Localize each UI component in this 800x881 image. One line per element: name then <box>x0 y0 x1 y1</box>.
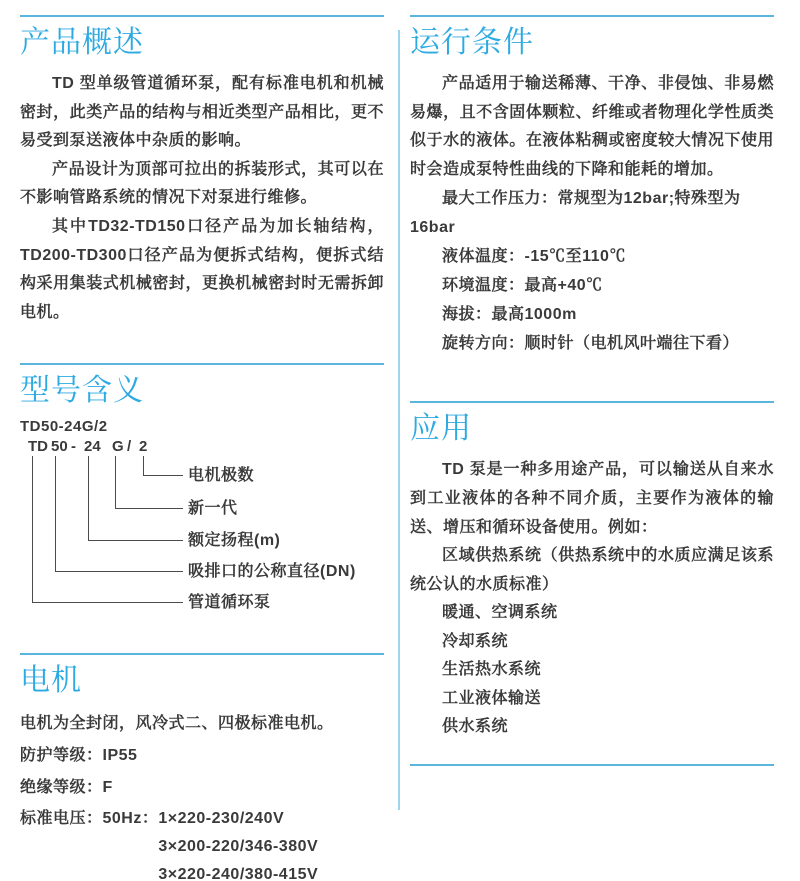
model-token-50: 50 <box>51 438 68 456</box>
section-rule <box>410 764 774 766</box>
section-rule <box>20 15 384 17</box>
motor-voltage-values <box>158 805 318 881</box>
application-item-hot-water: 生活热水系统 <box>442 661 542 679</box>
section-title-model: 型号含义 <box>20 374 144 408</box>
motor-description: 电机为全封闭，风冷式二、四极标准电机。 <box>20 715 334 733</box>
application-item-district-heating: 区域供热系统（供热系统中的水质应满足该系统公认的水质标准） <box>410 547 774 593</box>
model-label-newgen: 新一代 <box>188 500 238 518</box>
right-column <box>410 0 774 766</box>
motor-voltage-2: 3×200-220/346-380V <box>158 838 319 856</box>
overview-paragraph-2: 产品设计为顶部可拉出的拆装形式，其可以在不影响管路系统的情况下对泵进行维修。 <box>20 160 384 207</box>
model-token-td: TD <box>28 438 48 456</box>
section-title-overview: 产品概述 <box>20 26 144 59</box>
model-token-slash: / <box>127 438 132 456</box>
left-column <box>20 0 384 881</box>
model-label-pumptype: 管道循环泵 <box>188 594 271 612</box>
spec-rotation: 旋转方向：顺时针（电机风叶端往下看） <box>442 335 740 353</box>
section-model-meaning <box>20 363 384 628</box>
section-product-overview <box>20 15 384 327</box>
application-item-hvac: 暖通、空调系统 <box>442 604 558 622</box>
application-item-water-supply: 供水系统 <box>442 718 509 736</box>
application-paragraph: TD 泵是一种多用途产品，可以输送从自来水到工业液体的各种不同介质，主要作为液体的输送、增压和循环设备使用。例如： <box>410 461 774 536</box>
connector-line-2 <box>143 456 183 476</box>
application-item-industrial: 工业液体输送 <box>442 689 542 707</box>
operating-paragraph: 产品适用于输送稀薄、干净、非侵蚀、非易燃易爆，且不含固体颗粒、纤维或者物理化学性质类似于水的液体。在液体粘稠或密度较大情况下使用时会造成泵特性曲线的下降和能耗的增加。 <box>410 75 774 178</box>
model-diagram <box>20 438 384 628</box>
motor-insulation-class: 绝缘等级：F <box>20 779 113 797</box>
spec-liquid-temp: 液体温度：-15℃至110℃ <box>442 248 626 266</box>
motor-voltage-3: 3×220-240/380-415V <box>158 866 319 881</box>
motor-voltage-row <box>20 805 384 881</box>
model-label-head: 额定扬程(m) <box>188 532 281 550</box>
model-token-2: 2 <box>139 438 148 456</box>
spec-ambient-temp: 环境温度：最高+40℃ <box>442 277 603 295</box>
model-label-diameter: 吸排口的公称直径(DN) <box>188 563 356 581</box>
overview-paragraph-1: TD 型单级管道循环泵，配有标准电机和机械密封，此类产品的结构与相近类型产品相比，更不易受到泵送液体中杂质的影响。 <box>20 75 384 150</box>
motor-protection-class: 防护等级：IP55 <box>20 747 138 765</box>
section-rule <box>20 363 384 365</box>
model-label-poles: 电机极数 <box>188 467 255 485</box>
model-token-g: G <box>112 438 124 456</box>
model-token-24: 24 <box>84 438 101 456</box>
spec-altitude: 海拔：最高1000m <box>442 306 577 324</box>
section-rule <box>20 653 384 655</box>
section-rule <box>410 401 774 403</box>
spec-max-pressure: 最大工作压力：常规型为12bar;特殊型为16bar <box>410 190 741 237</box>
application-item-cooling: 冷却系统 <box>442 632 509 650</box>
motor-voltage-label: 标准电压：50Hz： <box>20 810 159 828</box>
section-title-operating: 运行条件 <box>410 26 534 59</box>
motor-voltage-1: 1×220-230/240V <box>158 810 285 828</box>
section-title-motor: 电机 <box>20 664 82 698</box>
overview-paragraph-3: 其中TD32-TD150口径产品为加长轴结构，TD200-TD300口径产品为便拆式结构，便拆式结构采用集装式机械密封，更换机械密封时无需拆卸电机。 <box>20 217 384 321</box>
section-title-application: 应用 <box>410 412 472 446</box>
section-operating-conditions <box>410 15 774 358</box>
section-motor <box>20 653 384 881</box>
column-divider <box>398 30 400 810</box>
section-rule <box>410 15 774 17</box>
model-token-dash: - <box>71 438 76 456</box>
model-example-code: TD50-24G/2 <box>20 418 108 436</box>
section-application <box>410 401 774 765</box>
